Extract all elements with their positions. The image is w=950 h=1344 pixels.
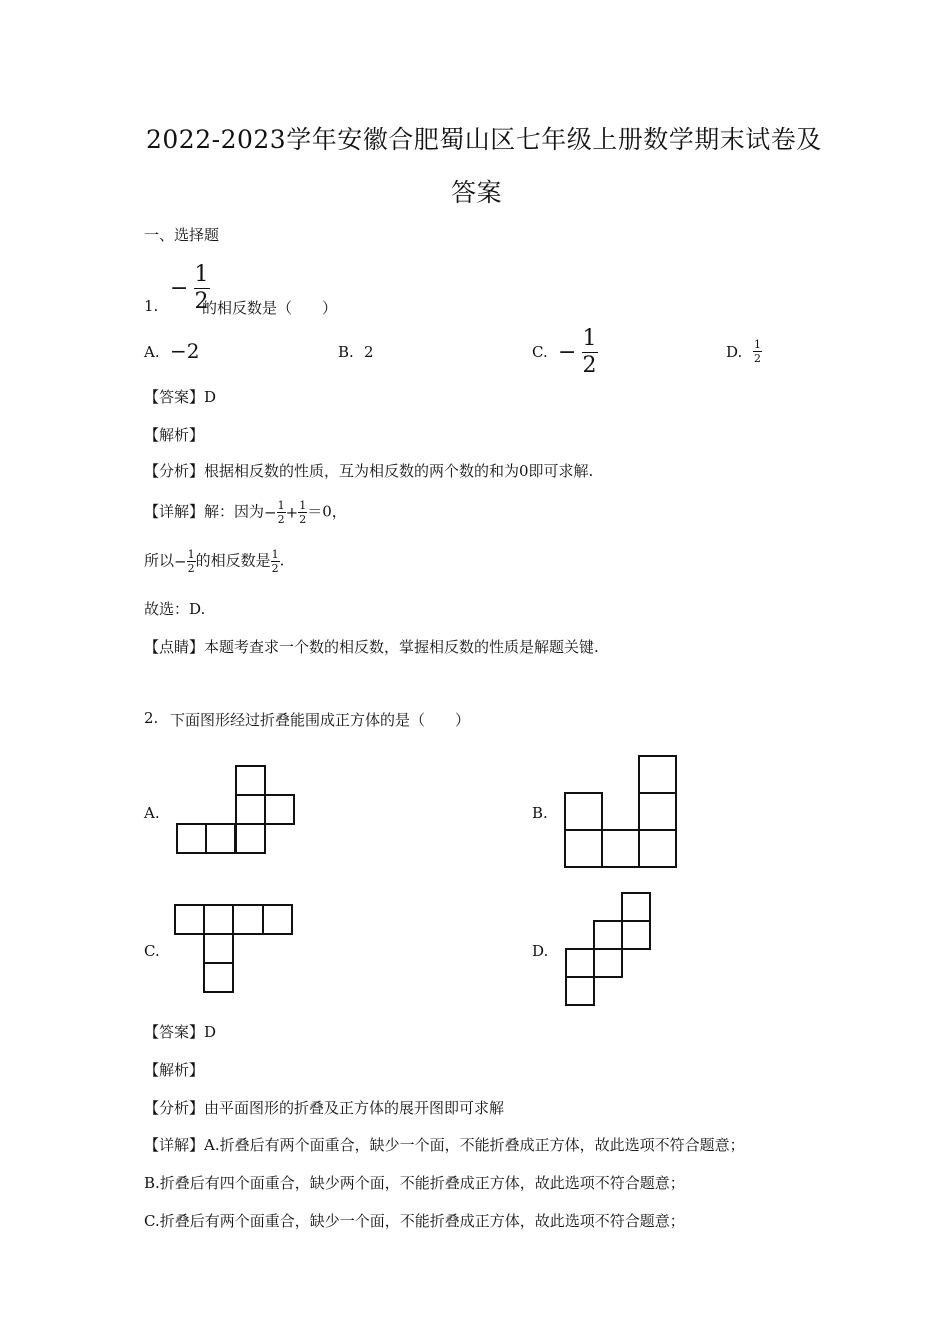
- page-title-line1: 2022-2023学年安徽合肥蜀山区七年级上册数学期末试卷及: [146, 125, 822, 154]
- fenxi-tag: 【分析】: [144, 1099, 205, 1117]
- q2-fenxi: [144, 1097, 504, 1118]
- q1-option-c-value: [558, 328, 598, 377]
- minus-sign: −: [174, 552, 187, 571]
- answer-value: D: [204, 388, 217, 406]
- q1-option-d-label: D.: [726, 343, 743, 361]
- q2-detail-b: B.折叠后有四个面重合，缺少两个面，不能折叠成正方体，故此选项不符合题意；: [144, 1174, 685, 1192]
- q2-option-a-label: A.: [144, 804, 160, 822]
- fenxi-tag: 【分析】: [144, 462, 205, 480]
- fraction-half: $\frac{1}{2}$: [187, 548, 195, 575]
- dianjing-text: 本题考查求一个数的相反数，掌握相反数的性质是解题关键.: [204, 638, 599, 656]
- q1-stem: 的相反数是（ ）: [202, 299, 338, 317]
- q1-option-c-label: C.: [532, 343, 548, 361]
- detail-text-a: A.折叠后有两个面重合，缺少一个面，不能折叠成正方体，故此选项不符合题意；: [204, 1136, 745, 1154]
- answer-tag: 【答案】: [144, 1023, 205, 1041]
- cube-net-b: [558, 750, 684, 874]
- q1-conclusion: 所以− $\frac{1}{2}$ 的相反数是 $\frac{1}{2}$ .: [144, 548, 285, 575]
- fenxi-text: 根据相反数的性质，互为相反数的两个数的和为0即可求解.: [204, 462, 594, 480]
- minus-sign: −: [170, 276, 189, 301]
- answer-tag: 【答案】: [144, 388, 205, 406]
- fraction-half: $\frac{1}{2}$: [582, 326, 597, 378]
- q1-choose: 故选：D.: [144, 600, 206, 618]
- q1-number: 1.: [144, 297, 159, 315]
- dianjing-tag: 【点睛】: [144, 638, 205, 656]
- q2-detail-a: [144, 1134, 745, 1155]
- cube-net-d: [560, 887, 660, 1009]
- q2-analysis-tag: 【解析】: [144, 1061, 205, 1079]
- q1-detail: 【详解】解：因为− $\frac{1}{2}$ + $\frac{1}{2}$ ＝0，: [144, 499, 347, 526]
- q1-analysis-tag: 【解析】: [144, 426, 205, 444]
- q1-option-b-value: 2: [364, 343, 374, 361]
- minus-sign: −: [264, 503, 277, 522]
- answer-value: D: [204, 1023, 217, 1041]
- detail-tag: 【详解】: [144, 502, 205, 521]
- cube-net-a: [170, 760, 300, 860]
- section-heading: 一、选择题: [144, 226, 220, 244]
- detail-tag: 【详解】: [144, 1136, 205, 1154]
- cube-net-c: [170, 899, 300, 999]
- q1-answer: [144, 386, 216, 407]
- q1-fenxi: [144, 460, 593, 481]
- q2-answer: [144, 1021, 216, 1042]
- page-title-line2: 答案: [451, 178, 503, 207]
- fraction-half: $\frac{1}{2}$: [271, 548, 279, 575]
- q1-option-b-label: B.: [338, 343, 354, 361]
- q2-number: 2.: [144, 709, 159, 727]
- q2-stem: 下面图形经过折叠能围成正方体的是（ ）: [170, 711, 471, 729]
- fraction-half: $\frac{1}{2}$: [277, 499, 285, 526]
- q1-option-a-value: −2: [170, 339, 200, 363]
- q2-option-b-label: B.: [532, 804, 548, 822]
- fraction-half: $\frac{1}{2}$: [194, 262, 209, 314]
- q2-option-c-label: C.: [144, 942, 160, 960]
- fenxi-text: 由平面图形的折叠及正方体的展开图即可求解: [204, 1099, 505, 1117]
- plus-sign: +: [285, 503, 299, 522]
- q1-option-a-label: A.: [144, 343, 160, 361]
- fraction-half: $\frac{1}{2}$: [299, 499, 307, 526]
- q1-option-d-value: [753, 339, 762, 364]
- fraction-half: $\frac{1}{2}$: [754, 338, 761, 365]
- q1-dianjing: [144, 636, 599, 657]
- q2-detail-c: C.折叠后有两个面重合，缺少一个面，不能折叠成正方体，故此选项不符合题意；: [144, 1212, 685, 1230]
- minus-sign: −: [558, 340, 577, 365]
- q2-option-d-label: D.: [532, 942, 549, 960]
